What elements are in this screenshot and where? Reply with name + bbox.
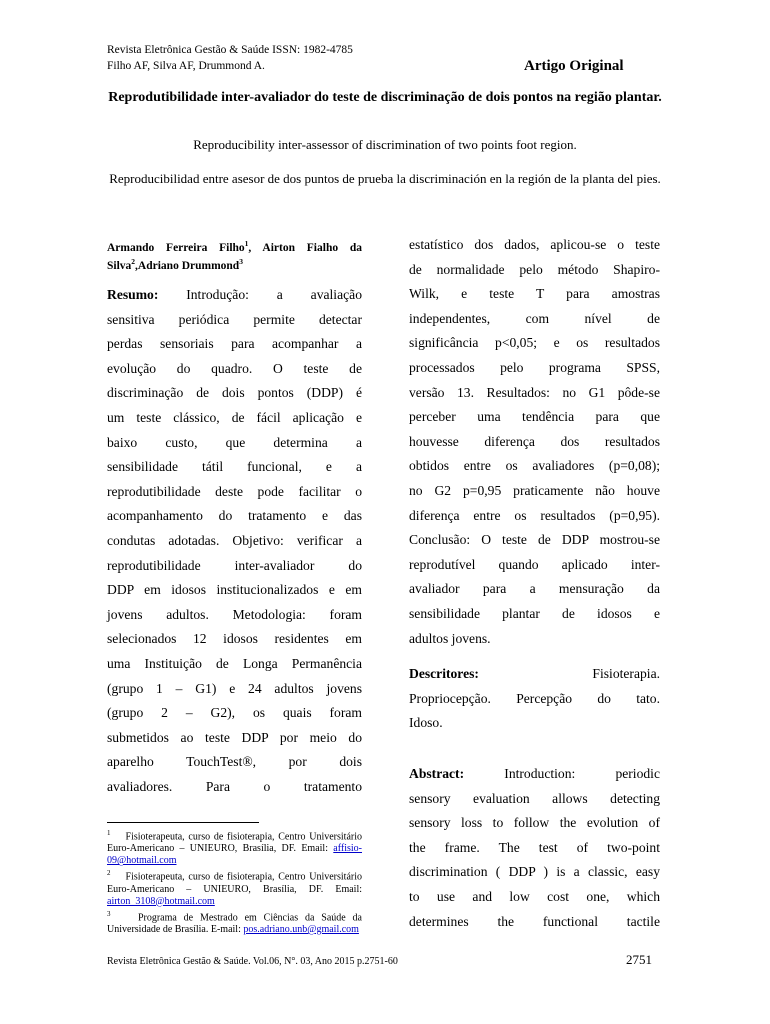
descritores-line-3: Idoso. (409, 715, 443, 731)
footnote-2-email-link[interactable]: airton_3108@hotmail.com (107, 895, 215, 907)
author-1-ref: 1 (244, 239, 249, 248)
resumo-cont-line-10: no G2 p=0,95 praticamente não houve (409, 482, 660, 498)
footnote-3-marker: 3 (107, 909, 111, 918)
footnote-3 (107, 908, 362, 936)
resumo-line-12: DDP em idosos institucionalizados e em (107, 582, 362, 598)
footnote-1-text: Fisioterapeuta, curso de fisioterapia, Centro Universitário Euro-Americano – UNIEURO, Brasília, DF. Email: (107, 831, 362, 855)
footnote-3-email-link[interactable]: pos.adriano.unb@gmail.com (243, 923, 359, 935)
title-portuguese: Reprodutibilidade inter-avaliador do teste de discriminação de dois pontos na região plantar. (108, 90, 662, 105)
author-2: , Airton Fialho da Silva (107, 241, 363, 272)
abstract-first-line (409, 762, 660, 787)
abstract-line-0: Introduction: periodic (504, 766, 660, 781)
resumo-line-4: discriminação de dois pontos (DDP) é (107, 385, 362, 401)
resumo-cont-line-9: obtidos entre os avaliadores (p=0,08); (409, 458, 660, 474)
footnote-2 (107, 867, 362, 907)
resumo-cont-line-4: significância p<0,05; e os resultados (409, 335, 660, 351)
resumo-cont-line-16: adultos jovens. (409, 630, 491, 646)
resumo-cont-line-7: perceber uma tendência para que (409, 409, 660, 425)
footnote-1-marker: 1 (107, 829, 111, 837)
resumo-cont-line-8: houvesse diferença dos resultados (409, 433, 660, 449)
resumo-cont-line-6: versão 13. Resultados: no G1 pôde-se (409, 384, 660, 400)
abstract-english (409, 762, 660, 934)
abstract-line-n-2: the frame. The test of two-point (409, 839, 660, 855)
resumo-line-0: Introdução: a avaliação (186, 287, 362, 302)
descritores-term-1: Fisioterapia. (592, 666, 660, 681)
footnote-3-text: Programa de Mestrado em Ciências da Saúde da Universidade de Brasília. E-mail: (107, 911, 362, 935)
resumo-cont-line-14: avaliador para a mensuração da (409, 581, 660, 597)
resumo-line-1: sensitiva periódica permite detectar (107, 311, 362, 327)
abstract-portuguese (107, 283, 362, 799)
descritores-label: Descritores: (409, 666, 479, 681)
resumo-line-2: perdas sensoriais para acompanhar a (107, 336, 362, 352)
page-number: 2751 (626, 952, 652, 967)
author-3: ,Adriano Drummond (135, 259, 240, 272)
abstract-label: Abstract: (409, 766, 465, 781)
footnote-2-text: Fisioterapeuta, curso de fisioterapia, Centro Universitário Euro-Americano – UNIEURO, Brasília, DF. Email: (107, 871, 362, 895)
resumo-line-15: uma Instituição de Longa Permanência (107, 655, 362, 671)
resumo-cont-line-3: independentes, com nível de (409, 310, 660, 326)
author-3-ref: 3 (239, 256, 243, 266)
resumo-line-19: aparelho TouchTest®, por dois (107, 754, 362, 770)
resumo-cont-line-12: Conclusão: O teste de DDP mostrou-se (409, 532, 660, 548)
resumo-cont-line-13: reprodutível quando aplicado inter- (409, 556, 660, 572)
footnotes (107, 827, 362, 936)
resumo-line-9: acompanhamento do tratamento e das (107, 508, 362, 524)
resumo-line-8: reprodutibilidade deste pode facilitar o (107, 483, 362, 499)
journal-header: Revista Eletrônica Gestão & Saúde ISSN: 1982-4785 (107, 44, 353, 56)
footnote-separator (107, 822, 259, 823)
resumo-line-5: um teste clássico, de fácil aplicação e (107, 409, 362, 425)
resumo-cont-line-0: estatístico dos dados, aplicou-se o teste (409, 237, 660, 252)
resumo-line-6: baixo custo, que determina a (107, 434, 362, 450)
footnote-1-email-link[interactable]: affisio-09@hotmail.com (107, 843, 362, 867)
abstract-continuation (409, 233, 660, 651)
resumo-line-3: evolução do quadro. O teste de (107, 360, 362, 376)
resumo-line-13: jovens adultos. Metodologia: foram (107, 606, 362, 622)
author-1: Armando Ferreira Filho (107, 241, 245, 254)
abstract-line-n-0: sensory evaluation allows detecting (409, 790, 660, 806)
footnote-2-marker: 2 (107, 869, 111, 878)
footnote-1 (107, 827, 362, 867)
resumo-cont-line-5: processados pelo programa SPSS, (409, 359, 660, 375)
article-type: Artigo Original (524, 58, 624, 74)
abstract-line-n-1: sensory loss to follow the evolution of (409, 815, 660, 831)
descritores-line-2: Propriocepção. Percepção do tato. (409, 690, 660, 706)
author-list (107, 237, 362, 273)
resumo-cont-line-11: diferença entre os resultados (p=0,95). (409, 507, 660, 523)
running-authors: Filho AF, Silva AF, Drummond A. (107, 60, 265, 72)
resumo-cont-line-1: de normalidade pelo método Shapiro- (409, 261, 660, 277)
abstract-line-n-4: to use and low cost one, which (409, 888, 660, 904)
resumo-line-11: reprodutibilidade inter-avaliador do (107, 557, 362, 573)
abstract-line-n-5: determines the functional tactile (409, 913, 660, 929)
title-english: Reproducibility inter-assessor of discrimination of two points foot region. (193, 137, 577, 152)
resumo-line-18: submetidos ao teste DDP por meio do (107, 729, 362, 745)
resumo-line-14: selecionados 12 idosos residentes em (107, 631, 362, 647)
resumo-label: Resumo: (107, 287, 159, 302)
resumo-cont-line-2: Wilk, e teste T para amostras (409, 286, 660, 302)
resumo-line-17: (grupo 2 – G2), os quais foram (107, 705, 362, 721)
resumo-first-line (107, 283, 362, 308)
resumo-line-16: (grupo 1 – G1) e 24 adultos jovens (107, 680, 362, 696)
resumo-line-7: sensibilidade tátil funcional, e a (107, 459, 362, 475)
descritores-section (409, 662, 660, 736)
descritores-line-1 (409, 662, 660, 687)
footer-citation: Revista Eletrônica Gestão & Saúde. Vol.06, N°. 03, Ano 2015 p.2751-60 (107, 956, 398, 967)
resumo-cont-line-15: sensibilidade plantar de idosos e (409, 605, 660, 621)
abstract-line-n-3: discrimination ( DDP ) is a classic, easy (409, 864, 660, 880)
author-2-ref: 2 (131, 256, 136, 266)
resumo-line-10: condutas adotadas. Objetivo: verificar a (107, 532, 362, 548)
resumo-line-20: avaliadores. Para o tratamento (107, 778, 362, 794)
title-spanish: Reproducibilidad entre asesor de dos puntos de prueba la discriminación en la región de la planta del pies. (109, 171, 661, 186)
